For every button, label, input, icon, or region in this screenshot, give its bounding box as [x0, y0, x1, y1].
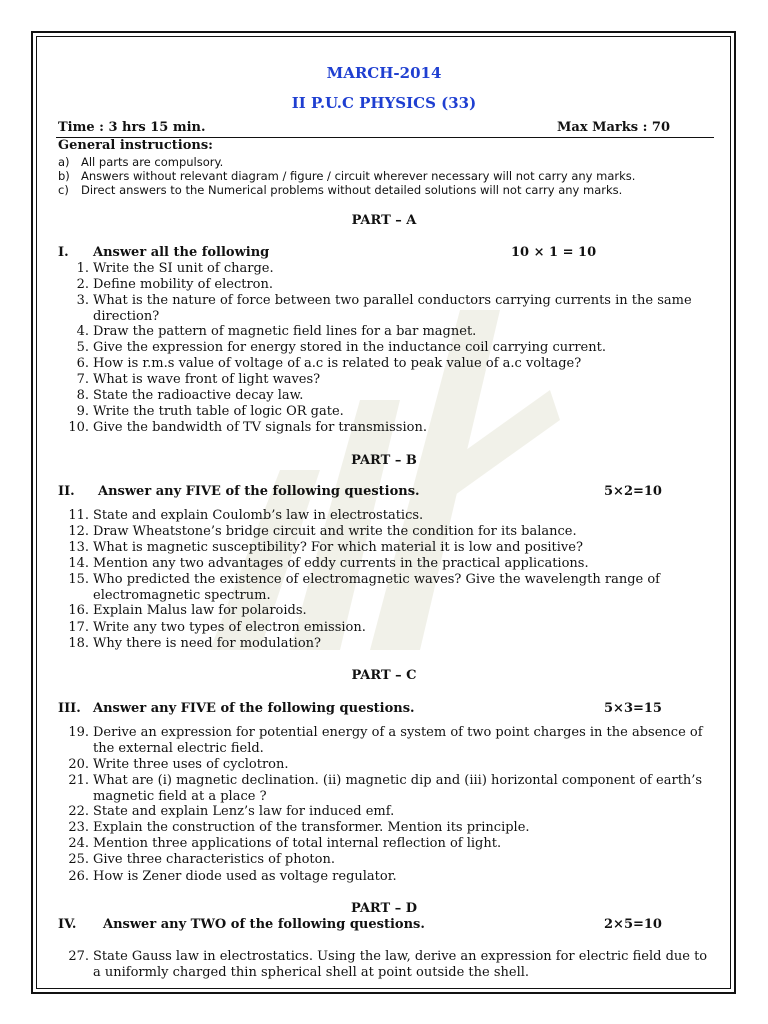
question-text: Derive an expression for potential energy of a system of two point charges in the absence of the external electric field. — [93, 725, 703, 756]
question-text: Write three uses of cyclotron. — [93, 757, 289, 772]
question-text: Explain the construction of the transformer. Mention its principle. — [93, 820, 530, 835]
question-text: Write the truth table of logic OR gate. — [93, 404, 344, 419]
question-number: 23. — [68, 820, 89, 835]
question-number: 10. — [68, 420, 89, 435]
question-number: 16. — [68, 603, 89, 618]
question-text: Write any two types of electron emission. — [93, 620, 366, 635]
instruction-text: Direct answers to the Numerical problems without detailed solutions will not carry any marks. — [81, 183, 623, 197]
question-text: State and explain Coulomb’s law in electrostatics. — [93, 508, 424, 523]
question-text: Give three characteristics of photon. — [93, 852, 335, 867]
question-text: What is wave front of light waves? — [93, 372, 321, 387]
part-d-title: PART – D — [351, 901, 417, 916]
question-text: Draw Wheatstone’s bridge circuit and write the condition for its balance. — [93, 524, 577, 539]
question-text: What is magnetic susceptibility? For which material it is low and positive? — [93, 540, 583, 555]
question-text: State Gauss law in electrostatics. Using the law, derive an expression for electric field due to a uniformly charged thin spherical shell at point outside the shell. — [93, 949, 708, 980]
question-text: Why there is need for modulation? — [93, 636, 322, 651]
question-text: State the radioactive decay law. — [93, 388, 304, 403]
question-number: 25. — [68, 852, 89, 867]
question-number: 6. — [76, 356, 89, 371]
instruction-label: c) — [58, 183, 69, 197]
question-number: 24. — [68, 836, 89, 851]
question-number: 9. — [76, 404, 89, 419]
question-number: 7. — [76, 372, 89, 387]
question-number: 22. — [68, 804, 89, 819]
part-b-marks: 5×2=10 — [604, 484, 662, 499]
question-number: 4. — [76, 324, 89, 339]
subject-title: II P.U.C PHYSICS (33) — [291, 94, 477, 112]
question-number: 12. — [68, 524, 89, 539]
part-d-marks: 2×5=10 — [604, 917, 662, 932]
question-text: Define mobility of electron. — [93, 277, 274, 292]
question-number: 21. — [68, 773, 89, 788]
part-b-instruction: Answer any FIVE of the following questions. — [98, 484, 420, 499]
question-number: 5. — [76, 340, 89, 355]
question-number: 27. — [68, 949, 89, 964]
question-text: State and explain Lenz’s law for induced emf. — [93, 804, 395, 819]
part-b-title: PART – B — [351, 453, 417, 468]
part-c-roman: III. — [58, 701, 81, 716]
question-number: 17. — [68, 620, 89, 635]
part-c-title: PART – C — [351, 668, 417, 683]
question-number: 26. — [68, 869, 89, 884]
max-marks-label: Max Marks : 70 — [557, 120, 671, 135]
question-number: 13. — [68, 540, 89, 555]
question-text: Draw the pattern of magnetic field lines for a bar magnet. — [93, 324, 477, 339]
part-d-instruction: Answer any TWO of the following questions. — [103, 917, 425, 932]
question-text: Give the expression for energy stored in the inductance coil carrying current. — [93, 340, 606, 355]
question-number: 20. — [68, 757, 89, 772]
part-a-marks: 10 × 1 = 10 — [511, 245, 597, 260]
question-text: How is Zener diode used as voltage regulator. — [93, 869, 397, 884]
question-text: How is r.m.s value of voltage of a.c is related to peak value of a.c voltage? — [93, 356, 582, 371]
question-text: What is the nature of force between two parallel conductors carrying currents in the same direction? — [93, 293, 692, 324]
instruction-label: a) — [58, 155, 70, 169]
part-a-instruction: Answer all the following — [93, 245, 270, 260]
question-number: 11. — [68, 508, 89, 523]
time-label: Time : 3 hrs 15 min. — [58, 120, 206, 135]
part-a-title: PART – A — [351, 213, 417, 228]
instructions-heading: General instructions: — [58, 138, 213, 153]
question-text: Explain Malus law for polaroids. — [93, 603, 307, 618]
part-c-marks: 5×3=15 — [604, 701, 662, 716]
question-text: Mention any two advantages of eddy currents in the practical applications. — [93, 556, 589, 571]
question-text: Who predicted the existence of electromagnetic waves? Give the wavelength range of electromagnetic spectrum. — [93, 572, 660, 603]
question-number: 18. — [68, 636, 89, 651]
part-d-roman: IV. — [58, 917, 77, 932]
question-number: 3. — [76, 293, 89, 308]
question-number: 1. — [76, 261, 89, 276]
question-number: 8. — [76, 388, 89, 403]
instruction-text: Answers without relevant diagram / figure / circuit wherever necessary will not carry any marks. — [81, 169, 636, 183]
instruction-label: b) — [58, 169, 70, 183]
question-number: 2. — [76, 277, 89, 292]
instruction-text: All parts are compulsory. — [81, 155, 224, 169]
part-c-instruction: Answer any FIVE of the following questions. — [93, 701, 415, 716]
question-number: 19. — [68, 725, 89, 740]
question-number: 15. — [68, 572, 89, 587]
question-text: Mention three applications of total internal reflection of light. — [93, 836, 502, 851]
part-a-roman: I. — [58, 245, 69, 260]
part-b-roman: II. — [58, 484, 75, 499]
question-text: Give the bandwidth of TV signals for transmission. — [93, 420, 427, 435]
question-text: What are (i) magnetic declination. (ii) magnetic dip and (iii) horizontal component of earth’s magnetic field at a place ? — [93, 773, 703, 804]
question-number: 14. — [68, 556, 89, 571]
question-text: Write the SI unit of charge. — [93, 261, 274, 276]
exam-title: MARCH-2014 — [326, 64, 442, 82]
